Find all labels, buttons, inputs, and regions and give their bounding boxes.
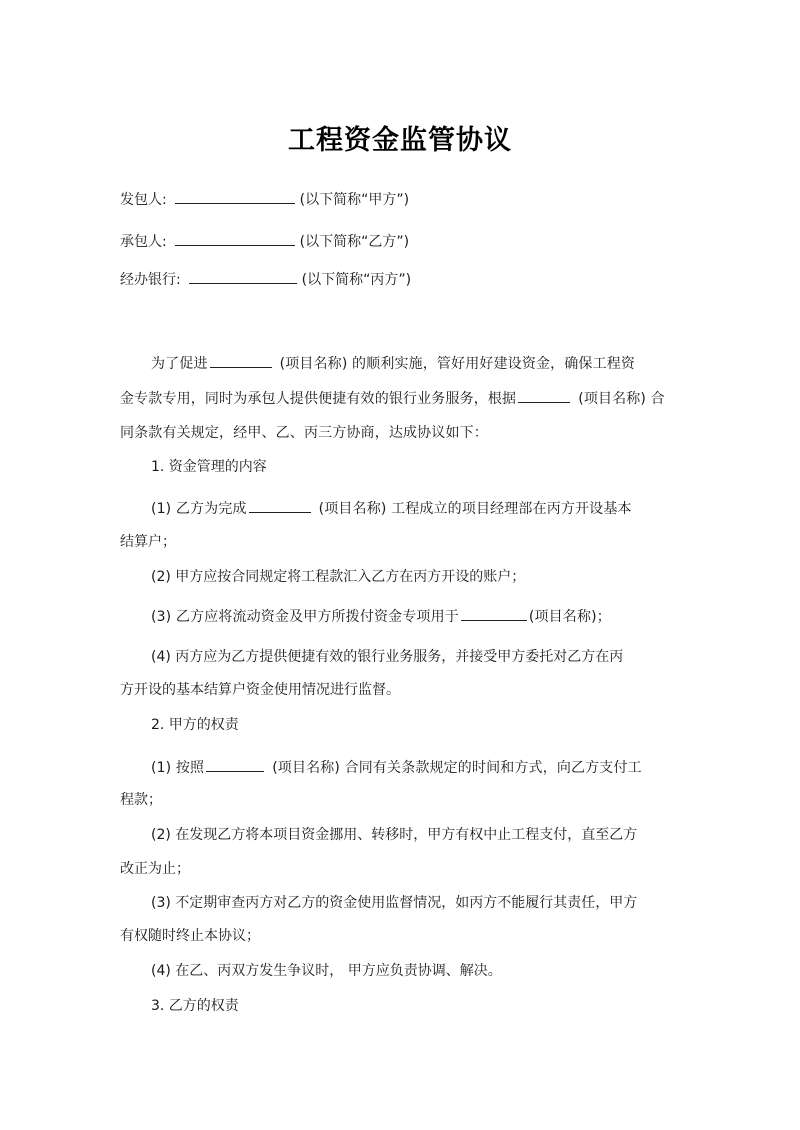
section1-item3-a: (3) 乙方应将流动资金及甲方所拨付资金专项用于 (151, 609, 459, 625)
section2-item1-a: (1) 按照 (151, 760, 205, 776)
party-contractor-suffix: (以下简称“乙方”) (299, 234, 410, 250)
section2-item4: (4) 在乙、丙双方发生争议时， 甲方应负责协调、解决。 (151, 963, 502, 979)
section1-item3-b: (项目名称)； (528, 609, 611, 625)
section1-item3-blank (461, 605, 527, 621)
intro-project-blank-2 (518, 387, 570, 403)
party-bank-line (120, 268, 411, 289)
party-employer-line (120, 188, 409, 209)
party-employer-suffix: (以下简称“甲方”) (299, 192, 410, 208)
intro-line-1-a: 为了促进 (151, 356, 208, 372)
intro-project-blank-1 (210, 352, 272, 368)
section1-item1-a: (1) 乙方为完成 (151, 501, 247, 517)
section1-item4-line2: 方开设的基本结算户资金使用情况进行监督。 (120, 682, 400, 698)
section1-heading: 1. 资金管理的内容 (151, 459, 267, 475)
section1-item1-blank (249, 497, 311, 513)
section1-item3 (151, 605, 611, 626)
party-bank-blank (189, 268, 297, 284)
intro-line-2-a: 金专款专用，同时为承包人提供便捷有效的银行业务服务，根据 (120, 391, 517, 407)
section2-item1-line1 (151, 756, 642, 777)
section1-item2: (2) 甲方应按合同规定将工程款汇入乙方在丙方开设的账户； (151, 569, 526, 585)
section2-item2-line1: (2) 在发现乙方将本项目资金挪用、转移时，甲方有权中止工程支付，直至乙方 (151, 827, 638, 843)
intro-line-3-a: 同条款有关规定，经甲、乙、丙三方协商，达成协议如下： (120, 425, 488, 441)
party-bank-label: 经办银行: (120, 272, 181, 288)
section1-item1-line2: 结算户； (120, 534, 176, 550)
intro-line-2-b: (项目名称) 合 (578, 391, 665, 407)
intro-line-3 (120, 422, 488, 442)
party-contractor-label: 承包人: (120, 234, 167, 250)
intro-line-2 (120, 387, 665, 408)
section1-item4-line1: (4) 丙方应为乙方提供便捷有效的银行业务服务，并接受甲方委托对乙方在丙 (151, 649, 624, 665)
party-bank-suffix: (以下简称“丙方”) (301, 272, 412, 288)
party-contractor-blank (175, 230, 295, 246)
section2-heading: 2. 甲方的权责 (151, 717, 239, 733)
section2-item1-blank (206, 756, 264, 772)
document-title: 工程资金监管协议 (288, 125, 512, 156)
section2-item3-line1: (3) 不定期审查丙方对乙方的资金使用监督情况，如丙方不能履行其责任，甲方 (151, 895, 638, 911)
section2-item3-line2: 有权随时终止本协议； (120, 928, 260, 944)
section3-heading: 3. 乙方的权责 (151, 998, 239, 1014)
section2-item1-b: (项目名称) 合同有关条款规定的时间和方式，向乙方支付工 (272, 760, 642, 776)
party-employer-label: 发包人: (120, 192, 167, 208)
section2-item2-line2: 改正为止； (120, 861, 190, 877)
party-contractor-line (120, 230, 409, 251)
section1-item1-b: (项目名称) 工程成立的项目经理部在丙方开设基本 (318, 501, 632, 517)
intro-line-1-b: (项目名称) 的顺利实施，管好用好建设资金，确保工程资 (279, 356, 636, 372)
section1-item1-line1 (151, 497, 632, 518)
section2-item1-line2: 程款； (120, 792, 162, 808)
intro-line-1 (151, 352, 635, 373)
party-employer-blank (175, 188, 295, 204)
